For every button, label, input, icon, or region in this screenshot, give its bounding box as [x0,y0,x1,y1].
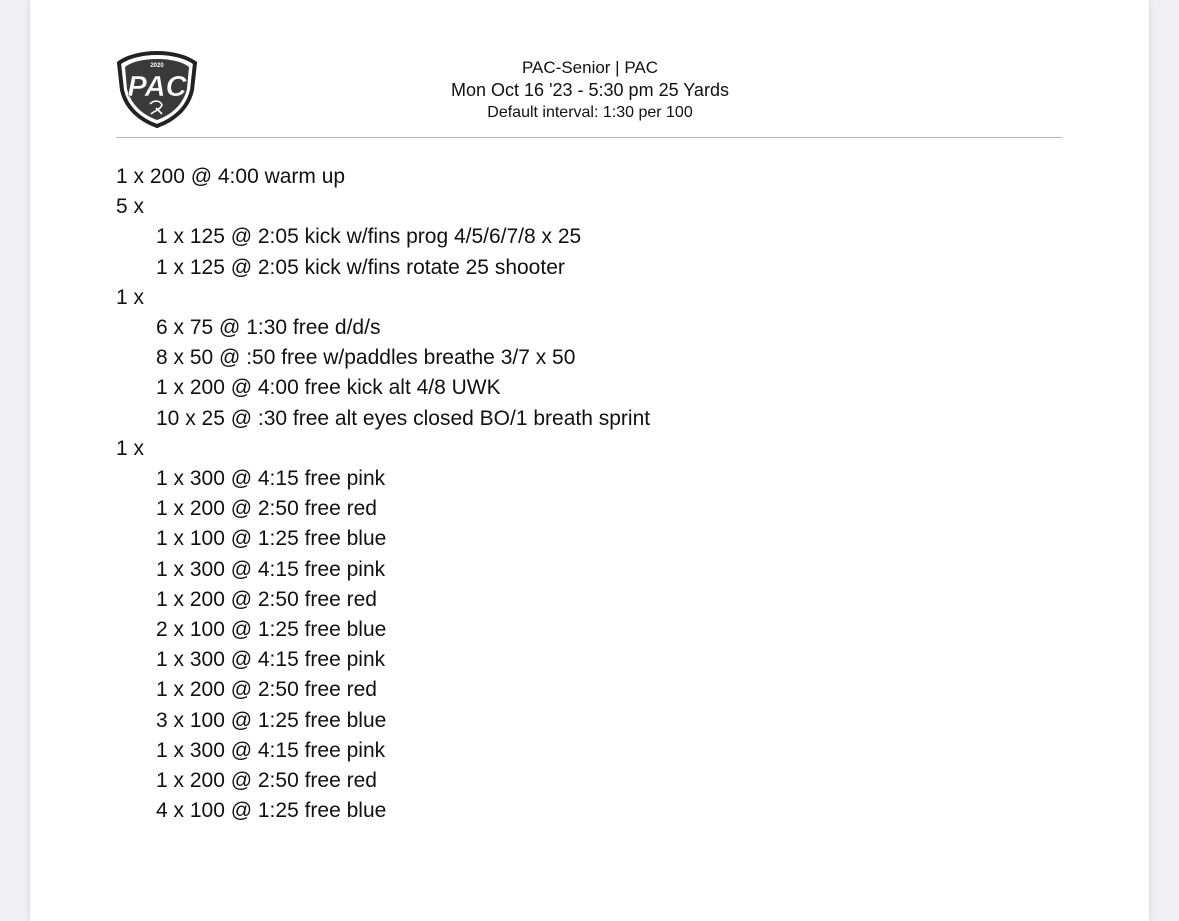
set-group-header: 1 x [116,436,145,460]
set-line: 6 x 75 @ 1:30 free d/d/s [156,316,381,340]
set-line: 1 x 200 @ 2:50 free red [156,769,377,793]
set-line: 8 x 50 @ :50 free w/paddles breathe 3/7 x 50 [156,346,576,370]
default-interval: Default interval: 1:30 per 100 [487,104,693,121]
document-page [30,0,1149,921]
logo-text: PAC [127,71,187,103]
set-line: 1 x 300 @ 4:15 free pink [156,467,386,491]
set-line: 4 x 100 @ 1:25 free blue [156,799,387,823]
pac-logo [116,50,198,128]
set-group-header: 5 x [116,195,145,219]
set-line: 2 x 100 @ 1:25 free blue [156,618,387,642]
set-line: 1 x 200 @ 4:00 free kick alt 4/8 UWK [156,376,501,400]
set-line: 1 x 125 @ 2:05 kick w/fins rotate 25 shooter [156,255,565,279]
set-line: 1 x 300 @ 4:15 free pink [156,557,386,581]
workout-set-list [116,162,1056,826]
set-line: 1 x 125 @ 2:05 kick w/fins prog 4/5/6/7/8 x 25 [156,225,582,249]
set-line: 3 x 100 @ 1:25 free blue [156,708,387,732]
set-line: 1 x 300 @ 4:15 free pink [156,738,386,762]
session-info: Mon Oct 16 '23 - 5:30 pm 25 Yards [451,80,729,100]
header-divider [116,137,1062,138]
set-line: 1 x 200 @ 2:50 free red [156,497,377,521]
logo-year: 2020 [150,63,164,69]
team-name: PAC-Senior | PAC [521,58,659,77]
set-line: 1 x 200 @ 2:50 free red [156,678,377,702]
set-line: 1 x 300 @ 4:15 free pink [156,648,386,672]
set-line: 1 x 100 @ 1:25 free blue [156,527,387,551]
set-line: 10 x 25 @ :30 free alt eyes closed BO/1 breath sprint [156,406,651,430]
set-line: 1 x 200 @ 2:50 free red [156,587,377,611]
workout-header [330,57,850,123]
set-line: 1 x 200 @ 4:00 warm up [116,165,346,188]
set-group-header: 1 x [116,285,145,309]
